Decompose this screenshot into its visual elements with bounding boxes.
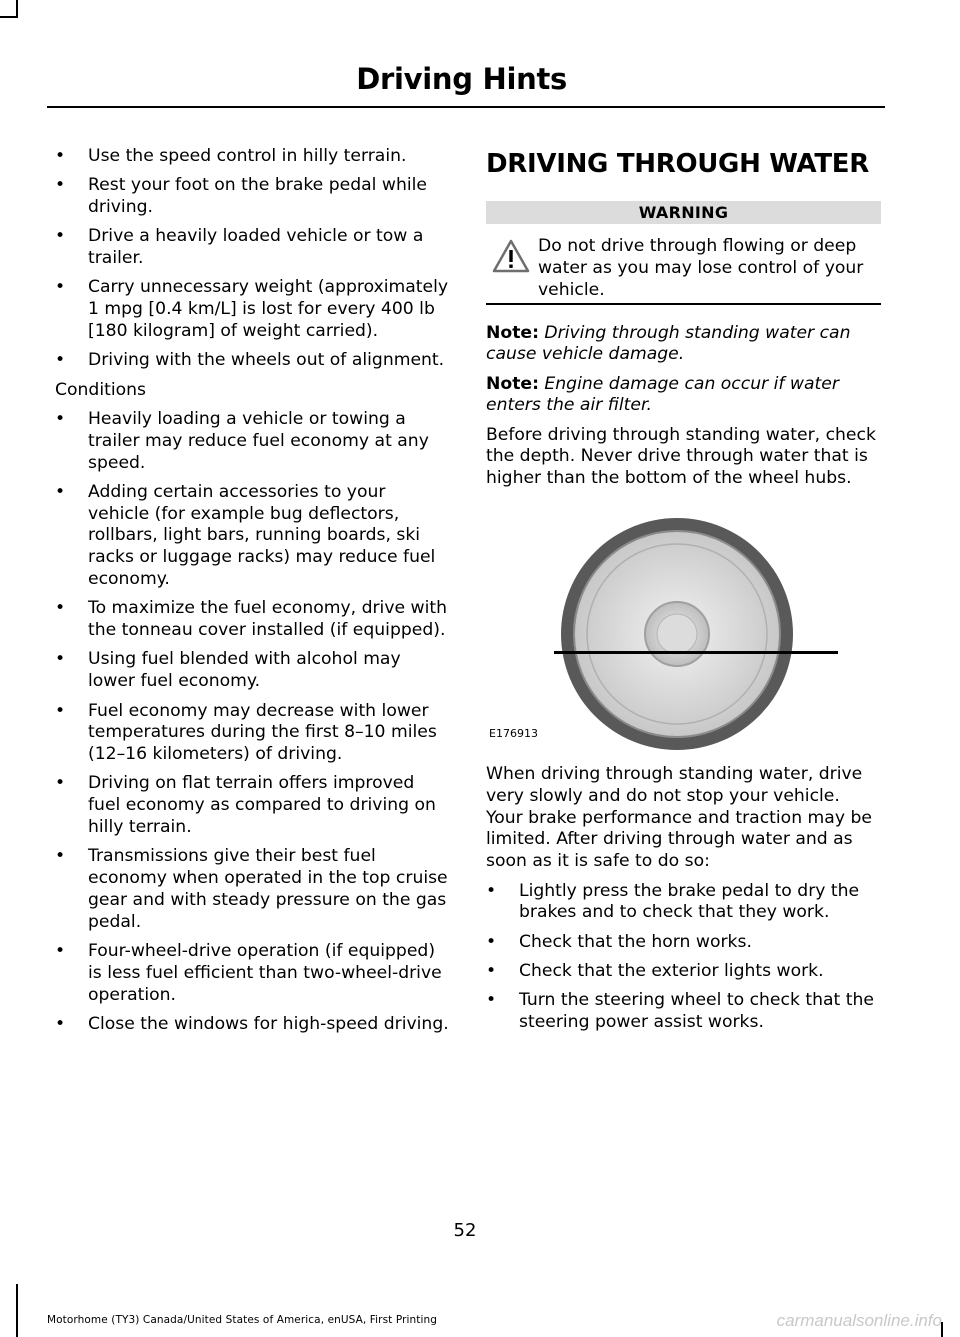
list-item: • Fuel economy may decrease with lower temperatures during the first 8–10 miles (12–16 kilometers) of driving. — [55, 700, 437, 765]
bullet-icon: • — [55, 700, 66, 721]
bullet-icon: • — [55, 649, 66, 670]
right-column — [486, 146, 881, 1041]
wheel-illustration — [486, 518, 881, 750]
bullet-icon: • — [486, 990, 497, 1011]
page-number: 52 — [453, 1220, 477, 1241]
list-item: • Four-wheel-drive operation (if equipped) is less fuel efficient than two-wheel-drive operation. — [55, 941, 442, 1005]
bullet-icon: • — [486, 960, 497, 981]
water-line — [554, 651, 838, 654]
list-item: • Carry unnecessary weight (approximately 1 mpg [0.4 km/L] is lost for every 400 lb [180 kilogram] of weight carried). — [55, 277, 449, 342]
list-item: • To maximize the fuel economy, drive with the tonneau cover installed (if equipped). — [55, 598, 447, 641]
list-item: • Use the speed control in hilly terrain. — [55, 146, 407, 166]
bullet-icon: • — [55, 350, 66, 371]
list-item: • Check that the exterior lights work. — [486, 960, 824, 981]
bullet-icon: • — [55, 408, 66, 429]
bullet-icon: • — [55, 175, 66, 196]
list-item: • Using fuel blended with alcohol may lower fuel economy. — [55, 649, 401, 692]
list-item: • Check that the horn works. — [486, 931, 752, 952]
footer-text: Motorhome (TY3) Canada/United States of America, enUSA, First Printing — [47, 1314, 438, 1326]
note-paragraph — [486, 374, 881, 418]
bullet-icon: • — [486, 931, 497, 952]
bullet-icon: • — [55, 146, 66, 166]
header-rule — [47, 106, 885, 108]
body-paragraph: Before driving through standing water, check the depth. Never drive through water that is higher than the bottom of the wheel hubs. — [486, 424, 876, 489]
note-text: Engine damage can occur if water enters the air filter. — [486, 373, 839, 416]
bullet-icon: • — [55, 773, 66, 794]
page-header-title: Driving Hints — [356, 62, 567, 96]
warning-banner: WARNING — [486, 201, 881, 224]
bullet-icon: • — [486, 880, 497, 901]
list-item: • Drive a heavily loaded vehicle or tow a trailer. — [55, 226, 424, 269]
list-item: • Lightly press the brake pedal to dry the brakes and to check that they work. — [486, 880, 860, 923]
list-item: • Close the windows for high-speed driving. — [55, 1013, 449, 1034]
list-item: • Driving with the wheels out of alignment. — [55, 350, 445, 371]
list-item: • Heavily loading a vehicle or towing a trailer may reduce fuel economy at any speed. — [55, 408, 429, 473]
section-heading: DRIVING THROUGH WATER — [486, 149, 869, 179]
bullet-icon: • — [55, 481, 66, 502]
conditions-label: Conditions — [55, 379, 146, 400]
warning-box — [486, 236, 881, 300]
bullet-icon: • — [55, 1013, 66, 1034]
crop-mark — [16, 1284, 18, 1337]
list-item: • Transmissions give their best fuel economy when operated in the top cruise gear and with steady pressure on the gas pedal. — [55, 846, 448, 932]
crop-mark — [0, 16, 18, 18]
bullet-icon: • — [55, 846, 66, 867]
left-column — [55, 146, 450, 1043]
warning-rule — [486, 303, 881, 305]
note-label: Note: — [486, 322, 539, 343]
warning-triangle-icon — [491, 238, 531, 274]
list-item: • Adding certain accessories to your vehicle (for example bug deflectors, rollbars, light bars, running boards, ski racks or luggage racks) may reduce fuel economy. — [55, 481, 436, 590]
list-item: • Turn the steering wheel to check that the steering power assist works. — [486, 990, 874, 1033]
note-paragraph — [486, 323, 881, 367]
watermark: carmanualsonline.info — [776, 1311, 942, 1330]
wheel-water-depth-figure — [486, 518, 881, 750]
bullet-icon: • — [55, 277, 66, 298]
bullet-icon: • — [55, 226, 66, 247]
list-item: • Driving on flat terrain offers improved fuel economy as compared to driving on hilly terrain. — [55, 773, 436, 838]
list-item: • Rest your foot on the brake pedal while driving. — [55, 175, 427, 218]
bullet-icon: • — [55, 598, 66, 619]
warning-text: Do not drive through flowing or deep water as you may lose control of your vehicle. — [538, 236, 864, 300]
note-label: Note: — [486, 373, 539, 394]
figure-id: E176913 — [489, 727, 538, 741]
body-paragraph: When driving through standing water, drive very slowly and do not stop your vehicle. Your brake performance and traction may be limited. After driving through water and as soon as it is safe to do so: — [486, 764, 872, 872]
note-text: Driving through standing water can cause vehicle damage. — [486, 322, 851, 365]
bullet-icon: • — [55, 941, 66, 961]
